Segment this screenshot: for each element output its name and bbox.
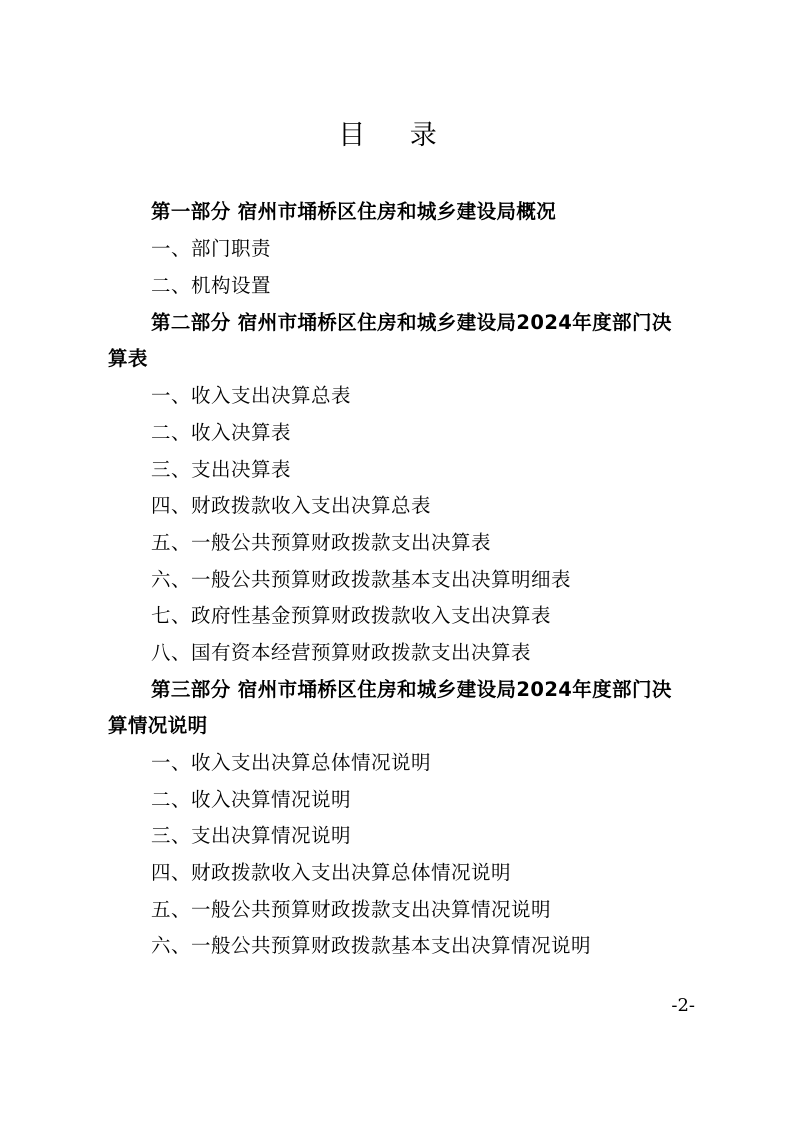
- toc-item: 八、国有资本经营预算财政拨款支出决算表: [151, 641, 532, 664]
- toc-item: 五、一般公共预算财政拨款支出决算表: [151, 531, 492, 554]
- toc-item: 二、收入决算情况说明: [151, 788, 352, 811]
- toc-part-3-heading-cont: 算情况说明: [108, 714, 208, 737]
- page-title: 目 录: [338, 120, 455, 151]
- toc-part-2-heading: 第二部分 宿州市埇桥区住房和城乡建设局2024年度部门决: [151, 311, 672, 334]
- page-number: -2-: [671, 995, 695, 1016]
- toc-item: 六、一般公共预算财政拨款基本支出决算明细表: [151, 568, 572, 591]
- toc-part-3-heading: 第三部分 宿州市埇桥区住房和城乡建设局2024年度部门决: [151, 678, 672, 701]
- toc-item: 五、一般公共预算财政拨款支出决算情况说明: [151, 898, 552, 921]
- toc-item: 七、政府性基金预算财政拨款收入支出决算表: [151, 604, 552, 627]
- toc-item: 二、机构设置: [151, 274, 272, 297]
- toc-item: 四、财政拨款收入支出决算总表: [151, 494, 432, 517]
- toc-item: 一、收入支出决算总表: [151, 384, 352, 407]
- toc-item: 四、财政拨款收入支出决算总体情况说明: [151, 861, 512, 884]
- toc-item: 一、部门职责: [151, 237, 272, 260]
- toc-part-2-heading-cont: 算表: [108, 347, 148, 370]
- toc-item: 一、收入支出决算总体情况说明: [151, 751, 432, 774]
- toc-part-1-heading: 第一部分 宿州市埇桥区住房和城乡建设局概况: [151, 200, 557, 223]
- toc-item: 三、支出决算表: [151, 458, 292, 481]
- toc-item: 三、支出决算情况说明: [151, 824, 352, 847]
- toc-item: 二、收入决算表: [151, 421, 292, 444]
- toc-item: 六、一般公共预算财政拨款基本支出决算情况说明: [151, 934, 592, 957]
